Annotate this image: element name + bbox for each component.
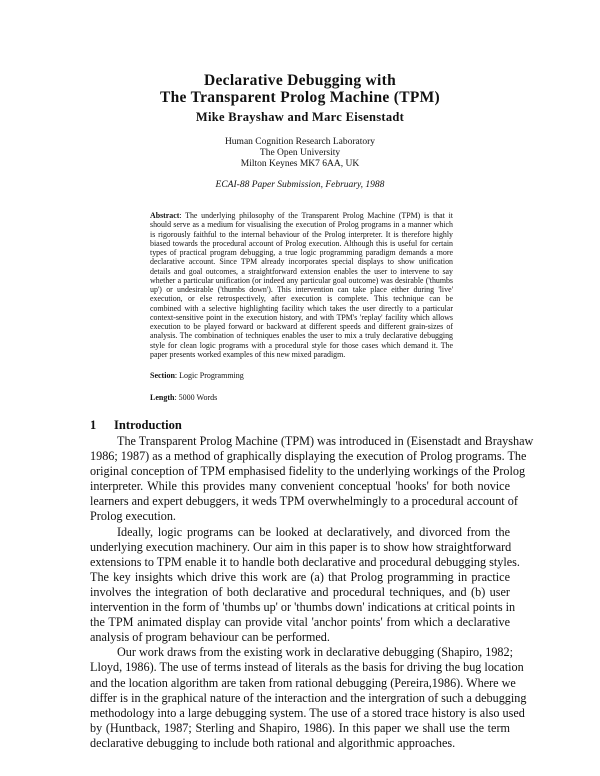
- body-line: by (Huntback, 1987; Sterling and Shapiro, 1986). In this paper we shall use the term: [90, 720, 510, 735]
- length-field: [150, 393, 217, 402]
- body-line: The key insights which drive this work are (a) that Prolog programming in practice: [90, 569, 510, 584]
- body-line: The Transparent Prolog Machine (TPM) was introduced in (Eisenstadt and Brayshaw: [117, 434, 534, 448]
- body-line: involves the integration of both declarative and procedural techniques, and (b) user: [90, 584, 510, 599]
- body-line: 1986; 1987) as a method of graphically displaying the execution of Prolog programs. The: [90, 449, 527, 464]
- affiliation: [0, 137, 600, 170]
- abstract-line: context-sensitive point in the execution history, and with TPM's 'replay' facility which allows: [150, 312, 453, 322]
- abstract-line: should serve as a medium for visualising the execution of Prolog programs in a manner which: [150, 220, 453, 230]
- abstract-line: execution to be played forward or backward at different speeds and different grain-sizes of: [150, 322, 453, 331]
- body-line: interpreter. While this provides many convenient conceptual 'hooks' for both novice: [90, 479, 510, 494]
- body-line: Lloyd, 1986). The use of terms instead of literals as the basis for driving the bug location: [90, 660, 524, 675]
- body-line: declarative debugging to include both rational and algorithmic approaches.: [90, 735, 456, 750]
- abstract-line: combined with a selective highlighting facility which takes the user directly to a particular: [150, 303, 453, 313]
- abstract-line: style for clean logic programs with a procedural style for those cases which demand it. The: [150, 340, 453, 350]
- abstract-line: up') or undesirable ('thumbs down'). This intervention can take place either during 'live': [150, 285, 453, 294]
- abstract-line: execution, or else retrospectively, after execution is complete. This technique can be: [150, 294, 453, 304]
- body-line: and the location algorithm are taken from rational debugging (Pereira,1986). Where we: [90, 675, 516, 690]
- body-line: underlying execution machinery. Our aim in this paper is to show how straightforward: [90, 539, 512, 554]
- abstract-line: types of practical program debugging, a true logic programming paradigm demands a more: [150, 248, 453, 257]
- abstract-text: : The underlying philosophy of the Transparent Prolog Machine (TPM) is that it: [179, 211, 453, 220]
- affiliation-line: Milton Keynes MK7 6AA, UK: [240, 159, 360, 169]
- section-number: 1: [90, 418, 97, 432]
- length-value: : 5000 Words: [174, 393, 218, 402]
- abstract-line: declarative account. Since TPM already incorporates special displays to show unification: [150, 257, 453, 267]
- body-line: extensions to TPM enable it to handle both declarative and procedural debugging styles.: [90, 554, 520, 569]
- submission-note: ECAI-88 Paper Submission, February, 1988: [215, 180, 385, 190]
- body-line: original conception of TPM emphasised fidelity to the underlying workings of the Prolog: [90, 464, 526, 479]
- section-heading: [90, 418, 182, 433]
- authors: Mike Brayshaw and Marc Eisenstadt: [195, 110, 405, 124]
- abstract-line: analysis. The combination of techniques enables the user to mix a truly declarative debugging: [150, 331, 453, 341]
- body-line: Ideally, logic programs can be looked at declaratively, and divorced from the: [117, 524, 510, 539]
- abstract-line: whether a particular unification (or indeed any particular goal outcome) was desirable ('thumbs: [150, 275, 453, 285]
- body-line: methodology into a large debugging system. The use of a stored trace history is also used: [90, 705, 525, 720]
- body-line: learners and expert debuggers, it weds TPM overwhelmingly to a procedural account of: [90, 494, 518, 509]
- body-line: differ is in the graphical nature of the interaction and the intergration of such a debugging: [90, 690, 527, 705]
- body-line: Prolog execution.: [90, 509, 176, 524]
- abstract-line: details and goal outcomes, a straightforward extension enables the user to intervene to say: [150, 266, 453, 276]
- body-line: the TPM animated display can provide vital 'anchor points' from which a declarative: [90, 615, 510, 630]
- abstract-line: [150, 211, 453, 220]
- paper-title-line-1: Declarative Debugging with: [203, 72, 397, 89]
- section-title: Introduction: [114, 418, 182, 432]
- paper-title-line-2: The Transparent Prolog Machine (TPM): [159, 89, 441, 106]
- introduction-body: [90, 434, 534, 751]
- abstract-line: is rigorously faithful to the internal behaviour of the Prolog interpreter. It is therefore highly: [150, 229, 453, 239]
- abstract-line: paper presents worked examples of this new mixed paradigm.: [150, 349, 346, 359]
- abstract-line: biased towards the procedural account of Prolog execution. Although this is useful for certain: [150, 238, 453, 248]
- section-value: : Logic Programming: [174, 371, 244, 380]
- body-line: intervention in the form of 'thumbs up' or 'thumbs down' indications at critical points in: [90, 600, 516, 615]
- length-label: Length: [150, 393, 175, 402]
- body-line: Our work draws from the existing work in declarative debugging (Shapiro, 1982;: [117, 645, 514, 660]
- affiliation-line: Human Cognition Research Laboratory: [224, 137, 376, 147]
- section-label: Section: [150, 371, 175, 380]
- abstract: [150, 211, 453, 359]
- affiliation-line: The Open University: [259, 148, 341, 158]
- abstract-label: Abstract: [150, 211, 180, 220]
- section-field: [150, 371, 244, 380]
- body-line: analysis of program behaviour can be performed.: [90, 630, 330, 645]
